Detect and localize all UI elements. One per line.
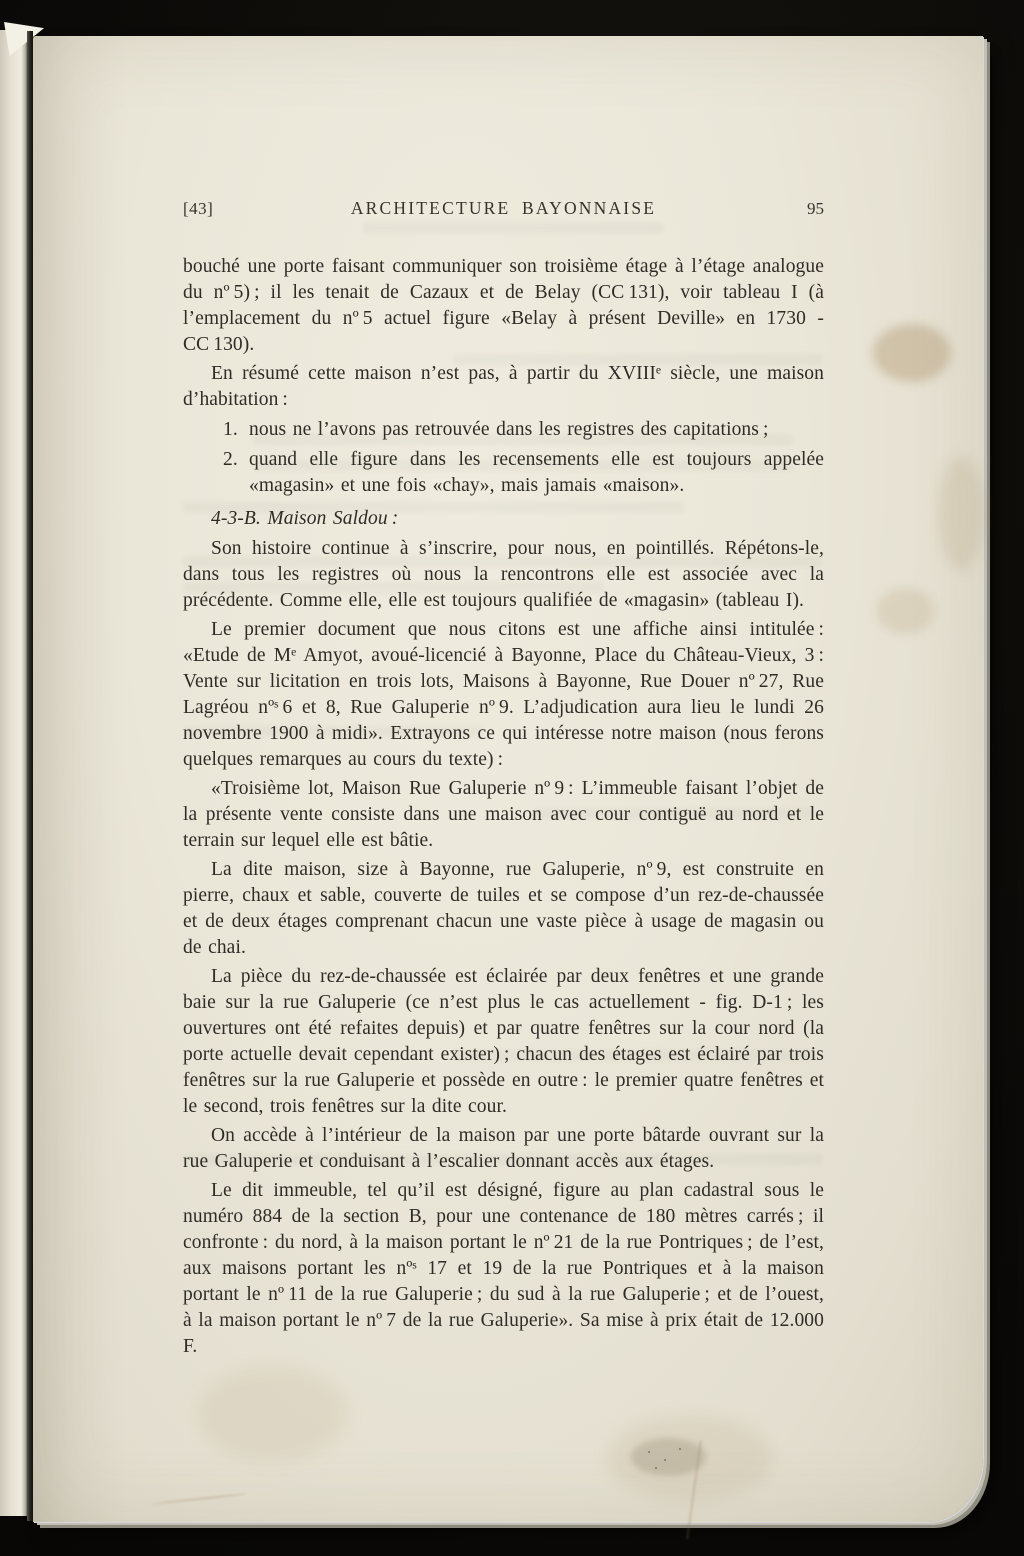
paragraph: Le dit immeuble, tel qu’il est désigné, figure au plan cadastral sous le numéro 884 de la section B, pour une contenance de 180 mètres carrés ; il confronte : du nord, à la maison portant le nº 21 de la rue Pontriques ; de l’est, aux maisons portant les nºˢ 17 et 19 de la rue Pontriques et à la maison portant le nº 11 de la rue Galuperie ; du sud à la rue Galuperie ; et de l’ouest, à la maison portant le nº 7 de la rue Galuperie». Sa mise à prix était de 12.000 F. xyxy=(183,1180,824,1357)
paper-stain xyxy=(873,324,951,382)
folio-marker: [43] xyxy=(183,199,214,218)
list-item xyxy=(183,447,824,499)
bleed-through-mark xyxy=(363,222,663,234)
page-number: 95 xyxy=(807,199,824,218)
book-page xyxy=(33,36,983,1522)
list-text: quand elle figure dans les recensements elle est toujours appelée «magasin» et une fois «chay», mais jamais «maison». xyxy=(249,449,824,496)
paper-stain xyxy=(876,588,934,634)
list-number: 1. xyxy=(223,419,238,440)
list-number: 2. xyxy=(223,449,238,470)
running-header xyxy=(183,198,824,219)
adjacent-page-edge xyxy=(0,30,27,1516)
paper-stain xyxy=(198,1366,348,1461)
paragraph: La dite maison, size à Bayonne, rue Galuperie, nº 9, est construite en pierre, chaux et sable, couverte de tuiles et se compose d’un rez-de-chaussée et de deux étages comprenant chacun une vaste pièce à usage de magasin ou de chai. xyxy=(183,859,824,958)
paragraph: On accède à l’intérieur de la maison par une porte bâtarde ouvrant sur la rue Galuperie et conduisant à l’escalier donnant accès aux étages. xyxy=(183,1125,824,1172)
speckle-dot xyxy=(648,1451,650,1453)
list-text: nous ne l’avons pas retrouvée dans les registres des capitations ; xyxy=(249,419,769,440)
paragraph: En résumé cette maison n’est pas, à partir du XVIIIᵉ siècle, une maison d’habitation : xyxy=(183,363,824,410)
speckle-dot xyxy=(655,1467,657,1469)
speckle-dot xyxy=(664,1459,666,1461)
section-heading: 4-3-B. Maison Saldou : xyxy=(211,508,399,529)
speckle-dot xyxy=(679,1448,681,1450)
paragraph: bouché une porte faisant communiquer son troisième étage à l’étage analogue du nº 5) ; il les tenait de Cazaux et de Belay (CC 131), voir tableau I (à l’emplacement du nº 5 actuel figure «Belay à présent Deville» en 1730 - CC 130). xyxy=(183,256,824,355)
paragraph: Son histoire continue à s’inscrire, pour nous, en pointillés. Répétons-le, dans tous les registres où nous la rencontrons elle est associée avec la précédente. Comme elle, elle est toujours qualifiée de «magasin» (tableau I). xyxy=(183,538,824,611)
body-text xyxy=(183,254,824,1363)
paragraph: La pièce du rez-de-chaussée est éclairée par deux fenêtres et une grande baie sur la rue Galuperie (ce n’est plus le cas actuellement - fig. D-1 ; les ouvertures ont été refaites depuis) et par quatre fenêtres sur la cour nord (la porte actuelle devait cependant exister) ; chacun des étages est éclairé par trois fenêtres sur la rue Galuperie et possède en outre : le premier quatre fenêtres et le second, trois fenêtres sur la dite cour. xyxy=(183,966,824,1117)
paragraph: «Troisième lot, Maison Rue Galuperie nº 9 : L’immeuble faisant l’objet de la présente vente consiste dans une maison avec cour contiguë au nord et le terrain sur lequel elle est bâtie. xyxy=(183,778,824,851)
stain-hairline xyxy=(151,1493,246,1505)
list-item xyxy=(183,417,824,443)
paper-stain xyxy=(938,456,984,571)
gutter-shadow xyxy=(33,36,128,1522)
running-title: ARCHITECTURE BAYONNAISE xyxy=(350,198,657,218)
paragraph: Le premier document que nous citons est une affiche ainsi intitulée : «Etude de Mᵉ Amyot, avoué-licencié à Bayonne, Place du Château-Vieux, 3 : Vente sur licitation en trois lots, Maisons à Bayonne, Rue Douer nº 27, Rue Lagréou nºˢ 6 et 8, Rue Galuperie nº 9. L’adjudication aura lieu le lundi 26 novembre 1900 à midi». Extrayons ce qui intéresse notre maison (nous ferons quelques remarques au cours du texte) : xyxy=(183,619,824,770)
